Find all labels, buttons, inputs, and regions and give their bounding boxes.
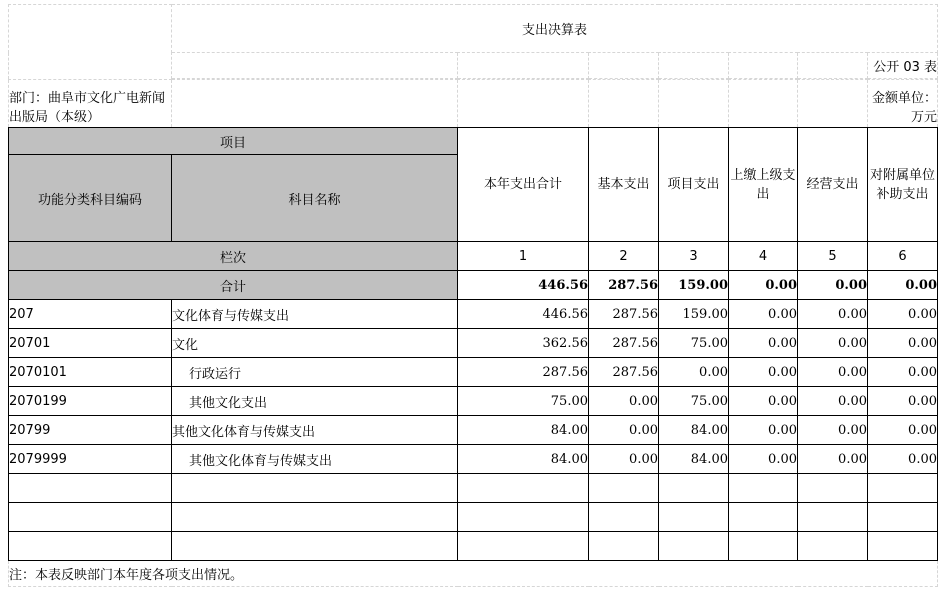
empty-cell	[659, 503, 729, 532]
total-cell: 446.56	[458, 271, 589, 300]
func-code-cell: 20799	[9, 416, 172, 445]
total-cell: 0.00	[868, 271, 938, 300]
header-subject-name: 科目名称	[172, 155, 458, 242]
column-index-label: 栏次	[9, 242, 458, 271]
amount-cell: 0.00	[868, 445, 938, 474]
header-row-1	[9, 128, 938, 155]
empty-cell	[659, 532, 729, 561]
total-cell: 0.00	[798, 271, 868, 300]
empty-cell	[868, 474, 938, 503]
empty-cell	[868, 503, 938, 532]
empty-row	[9, 474, 938, 503]
amount-cell: 0.00	[868, 358, 938, 387]
subject-name-cell: 其他文化体育与传媒支出	[172, 416, 458, 445]
total-cell: 287.56	[589, 271, 659, 300]
amount-cell: 0.00	[729, 300, 798, 329]
amount-cell: 0.00	[798, 387, 868, 416]
empty-cell	[589, 474, 659, 503]
func-code-cell: 2079999	[9, 445, 172, 474]
empty-cell	[729, 503, 798, 532]
amount-cell: 0.00	[868, 416, 938, 445]
empty-cell	[458, 503, 589, 532]
func-code-cell: 207	[9, 300, 172, 329]
table-row	[9, 358, 938, 387]
func-code-cell: 2070199	[9, 387, 172, 416]
col-num: 6	[868, 242, 938, 271]
empty-cell	[589, 503, 659, 532]
amount-cell: 0.00	[868, 387, 938, 416]
total-cell: 0.00	[729, 271, 798, 300]
dept-row	[9, 80, 938, 128]
col-num: 2	[589, 242, 659, 271]
department-label: 部门：曲阜市文化广电新闻出版局（本级）	[9, 80, 172, 128]
empty-cell	[659, 474, 729, 503]
empty-cell	[798, 503, 868, 532]
subject-name-cell: 其他文化体育与传媒支出	[172, 445, 458, 474]
empty-cell	[729, 474, 798, 503]
amount-cell: 0.00	[589, 445, 659, 474]
empty-cell	[868, 532, 938, 561]
header-upper: 上缴上级支出	[729, 128, 798, 242]
empty-cell	[458, 474, 589, 503]
title-row	[9, 5, 938, 53]
table-row	[9, 300, 938, 329]
amount-cell: 362.56	[458, 329, 589, 358]
subject-name-cell: 文化体育与传媒支出	[172, 300, 458, 329]
table-row	[9, 387, 938, 416]
table-note: 注：本表反映部门本年度各项支出情况。	[9, 561, 938, 587]
amount-cell: 0.00	[868, 300, 938, 329]
empty-cell	[172, 532, 458, 561]
column-index-row	[9, 242, 938, 271]
header-basic: 基本支出	[589, 128, 659, 242]
header-project-exp: 项目支出	[659, 128, 729, 242]
total-cell: 159.00	[659, 271, 729, 300]
amount-cell: 0.00	[798, 300, 868, 329]
empty-cell	[798, 474, 868, 503]
amount-cell: 75.00	[659, 329, 729, 358]
amount-cell: 287.56	[589, 300, 659, 329]
empty-cell	[9, 532, 172, 561]
subject-name-cell: 其他文化支出	[172, 387, 458, 416]
col-num: 3	[659, 242, 729, 271]
amount-cell: 446.56	[458, 300, 589, 329]
amount-cell: 0.00	[659, 358, 729, 387]
amount-cell: 84.00	[659, 445, 729, 474]
col-num: 5	[798, 242, 868, 271]
amount-cell: 84.00	[458, 445, 589, 474]
header-func-code: 功能分类科目编码	[9, 155, 172, 242]
empty-cell	[798, 532, 868, 561]
expenditure-final-accounts-table	[8, 4, 938, 587]
amount-cell: 84.00	[659, 416, 729, 445]
amount-cell: 0.00	[729, 358, 798, 387]
col-num: 4	[729, 242, 798, 271]
table-row	[9, 416, 938, 445]
amount-cell: 287.56	[589, 358, 659, 387]
total-label: 合计	[9, 271, 458, 300]
total-row	[9, 271, 938, 300]
amount-cell: 84.00	[458, 416, 589, 445]
table-row	[9, 445, 938, 474]
amount-cell: 0.00	[798, 445, 868, 474]
amount-cell: 0.00	[729, 387, 798, 416]
header-project: 项目	[9, 128, 458, 155]
table-row	[9, 329, 938, 358]
header-business: 经营支出	[798, 128, 868, 242]
header-subsidy: 对附属单位补助支出	[868, 128, 938, 242]
amount-cell: 287.56	[589, 329, 659, 358]
amount-cell: 75.00	[458, 387, 589, 416]
empty-cell	[172, 503, 458, 532]
empty-cell	[729, 532, 798, 561]
amount-cell: 287.56	[458, 358, 589, 387]
amount-cell: 0.00	[798, 416, 868, 445]
amount-cell: 75.00	[659, 387, 729, 416]
col-num: 1	[458, 242, 589, 271]
amount-cell: 0.00	[729, 329, 798, 358]
header-total: 本年支出合计	[458, 128, 589, 242]
amount-cell: 0.00	[868, 329, 938, 358]
unit-label: 金额单位：万元	[868, 80, 938, 128]
note-row	[9, 561, 938, 587]
sheet-title: 支出决算表	[172, 5, 938, 53]
amount-cell: 159.00	[659, 300, 729, 329]
amount-cell: 0.00	[798, 358, 868, 387]
amount-cell: 0.00	[589, 387, 659, 416]
empty-cell	[172, 474, 458, 503]
empty-cell	[9, 474, 172, 503]
empty-cell	[458, 532, 589, 561]
empty-cell	[9, 503, 172, 532]
amount-cell: 0.00	[798, 329, 868, 358]
empty-row	[9, 532, 938, 561]
func-code-cell: 2070101	[9, 358, 172, 387]
subject-name-cell: 文化	[172, 329, 458, 358]
amount-cell: 0.00	[589, 416, 659, 445]
empty-cell	[589, 532, 659, 561]
amount-cell: 0.00	[729, 445, 798, 474]
form-code: 公开 03 表	[868, 53, 938, 79]
empty-row	[9, 503, 938, 532]
amount-cell: 0.00	[729, 416, 798, 445]
subject-name-cell: 行政运行	[172, 358, 458, 387]
func-code-cell: 20701	[9, 329, 172, 358]
